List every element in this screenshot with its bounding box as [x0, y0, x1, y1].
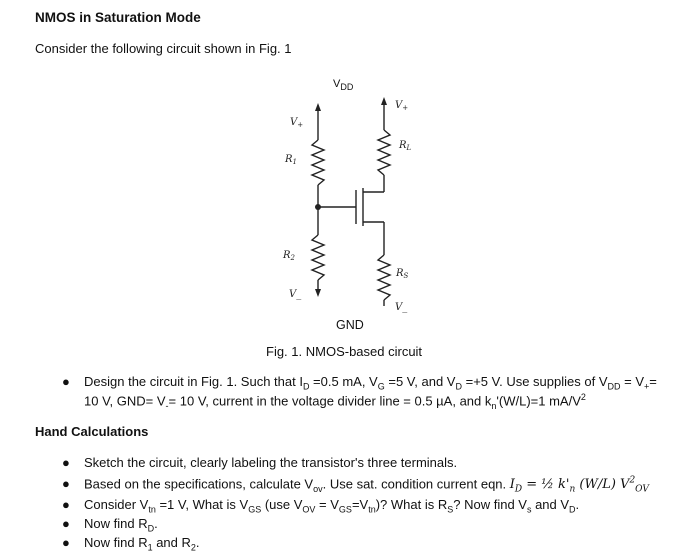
r2-label: $R_2$	[283, 250, 295, 262]
bullet-dot: ●	[62, 455, 70, 470]
design-task-line2: 10 V, $GND= V_-= 10$ V, current in the voltage divider line = 0.5 µA, and $k_n'(W/L)=1$ $mA/V^2$	[84, 392, 586, 411]
resistor-r1	[312, 140, 324, 185]
vminus-left-label: V_	[289, 289, 302, 300]
hand-calc-item: Based on the specifications, calculate $V_{ov}$. Use sat. condition current eqn. $I_D$ = ½ $k'_n$ (W/L) $V^2_{OV}$	[84, 476, 649, 495]
page-title: NMOS in Saturation Mode	[35, 10, 201, 25]
vminus-right-label: V_	[395, 302, 408, 313]
intro-text: Consider the following circuit shown in Fig. 1	[35, 41, 292, 56]
arrow-up-icon-right	[381, 97, 387, 105]
rl-label: $R_L$	[399, 140, 412, 152]
arrow-down-icon	[315, 289, 321, 297]
bullet-dot: ●	[62, 374, 70, 389]
hand-calc-item: Consider $V_{tn} =1$ V, What is $V_{GS}$ (use $V_{OV} = V_{GS}=V_{tn}$)? What is $R_S$? Now find $V_s$ and $V_D$.	[84, 497, 580, 515]
hand-calc-item: Now find $R_1$ and $R_2$.	[84, 535, 200, 553]
gnd-label: GND	[336, 318, 364, 332]
arrow-up-icon	[315, 103, 321, 111]
vplus-right-label: $V_+$	[395, 100, 409, 112]
vplus-left-label: $V_+$	[290, 117, 304, 129]
hand-calc-item: Sketch the circuit, clearly labeling the transistor's three terminals.	[84, 455, 458, 470]
resistor-r2	[312, 235, 324, 280]
rs-label: $R_S$	[396, 268, 409, 280]
bullet-dot: ●	[62, 497, 70, 512]
design-task-line1: Design the circuit in Fig. 1. Such that $I_D =0.5$ mA, $V_G =5$ V, and $V_D =+5$ V. Use supplies of $V_{DD} = V_+=$	[84, 374, 657, 392]
resistor-rs	[378, 255, 390, 300]
gate-node	[315, 204, 321, 210]
bullet-dot: ●	[62, 516, 70, 531]
hand-calc-heading: Hand Calculations	[35, 424, 149, 439]
figure-caption: Fig. 1. NMOS-based circuit	[266, 344, 423, 359]
r1-label: $R_1$	[285, 154, 297, 166]
vdd-label: $V_{DD}$	[333, 78, 354, 93]
resistor-rl	[378, 130, 390, 175]
bullet-dot: ●	[62, 535, 70, 550]
bullet-dot: ●	[62, 476, 70, 491]
saturation-equation: $I_D$ = ½ $k'_n$ (W/L) $V^2_{OV}$	[509, 476, 649, 495]
hand-calc-item: Now find $R_D$.	[84, 516, 158, 534]
